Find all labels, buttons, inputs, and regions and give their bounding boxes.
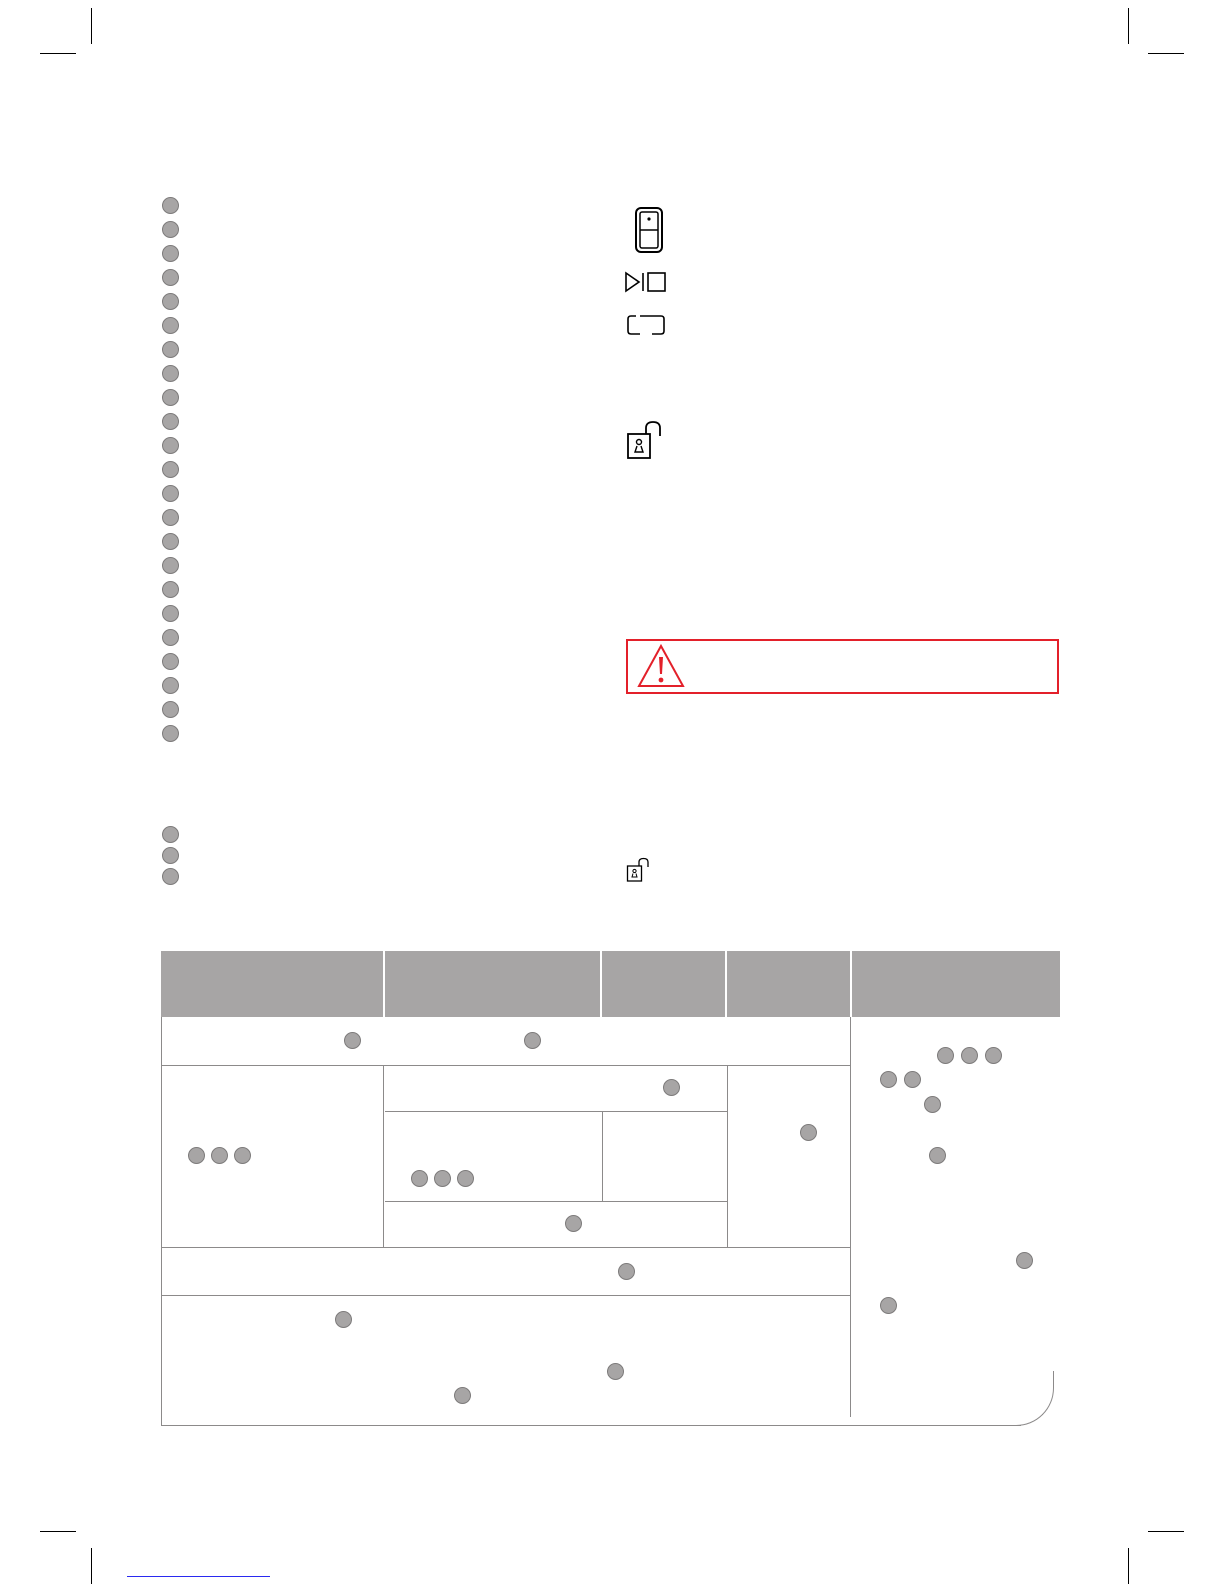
table-marker	[434, 1170, 451, 1187]
crop-mark	[40, 1531, 76, 1532]
table-border	[383, 1065, 384, 1247]
program-table	[161, 951, 1060, 1426]
table-marker	[985, 1047, 1002, 1064]
table-border	[385, 1201, 727, 1202]
table-marker	[663, 1079, 680, 1096]
table-border	[161, 1017, 162, 1426]
crop-mark	[91, 8, 92, 44]
table-border	[385, 1111, 727, 1112]
unlock-small-icon	[626, 857, 650, 883]
rinse-icon	[626, 314, 666, 336]
table-marker	[565, 1215, 582, 1232]
table-marker	[607, 1363, 624, 1380]
list-marker	[162, 701, 179, 718]
list-marker	[162, 293, 179, 310]
table-border	[602, 1111, 603, 1201]
crop-mark	[1128, 8, 1129, 44]
table-marker	[800, 1124, 817, 1141]
list-marker	[162, 868, 179, 885]
table-marker	[929, 1147, 946, 1164]
list-marker	[162, 605, 179, 622]
list-marker	[162, 341, 179, 358]
table-header-cell	[385, 951, 600, 1017]
table-marker	[188, 1147, 205, 1164]
table-marker	[524, 1032, 541, 1049]
table-marker	[211, 1147, 228, 1164]
table-border	[161, 1247, 850, 1248]
list-marker	[162, 197, 179, 214]
table-header-cell	[161, 951, 383, 1017]
table-border	[727, 1065, 728, 1247]
crop-mark	[40, 53, 76, 54]
list-marker	[162, 437, 179, 454]
table-corner	[999, 1371, 1054, 1426]
list-marker	[162, 389, 179, 406]
table-marker	[411, 1170, 428, 1187]
table-header-cell	[727, 951, 850, 1017]
list-marker	[162, 653, 179, 670]
table-marker	[457, 1170, 474, 1187]
crop-mark	[91, 1548, 92, 1584]
list-marker	[162, 533, 179, 550]
warning-triangle-icon	[636, 643, 686, 689]
unlock-icon	[626, 420, 666, 460]
list-marker	[162, 413, 179, 430]
crop-mark	[1148, 53, 1184, 54]
table-marker	[961, 1047, 978, 1064]
table-header-cell	[852, 951, 1060, 1017]
table-marker	[904, 1071, 921, 1088]
warning-box	[626, 639, 1059, 694]
list-marker	[162, 509, 179, 526]
table-marker	[618, 1263, 635, 1280]
table-header-cell	[602, 951, 725, 1017]
list-marker	[162, 269, 179, 286]
list-marker	[162, 365, 179, 382]
table-marker	[454, 1387, 471, 1404]
list-marker	[162, 629, 179, 646]
table-marker	[1016, 1252, 1033, 1269]
list-marker	[162, 317, 179, 334]
table-marker	[880, 1071, 897, 1088]
table-marker	[234, 1147, 251, 1164]
table-header	[161, 951, 1060, 1017]
table-border	[850, 1017, 851, 1417]
list-marker	[162, 461, 179, 478]
table-marker	[344, 1032, 361, 1049]
list-marker	[162, 826, 179, 843]
list-marker	[162, 557, 179, 574]
table-border	[161, 1295, 850, 1296]
list-marker	[162, 221, 179, 238]
door-icon	[634, 206, 664, 254]
list-marker	[162, 485, 179, 502]
crop-mark	[1148, 1531, 1184, 1532]
link-underline	[127, 1576, 270, 1577]
list-marker	[162, 677, 179, 694]
table-marker	[924, 1096, 941, 1113]
list-marker	[162, 725, 179, 742]
table-marker	[880, 1297, 897, 1314]
table-marker	[937, 1047, 954, 1064]
start-pause-icon	[624, 271, 668, 293]
list-marker	[162, 245, 179, 262]
list-marker	[162, 847, 179, 864]
list-marker	[162, 581, 179, 598]
table-border	[161, 1065, 850, 1066]
table-marker	[335, 1311, 352, 1328]
crop-mark	[1128, 1548, 1129, 1584]
table-border	[161, 1425, 1021, 1426]
